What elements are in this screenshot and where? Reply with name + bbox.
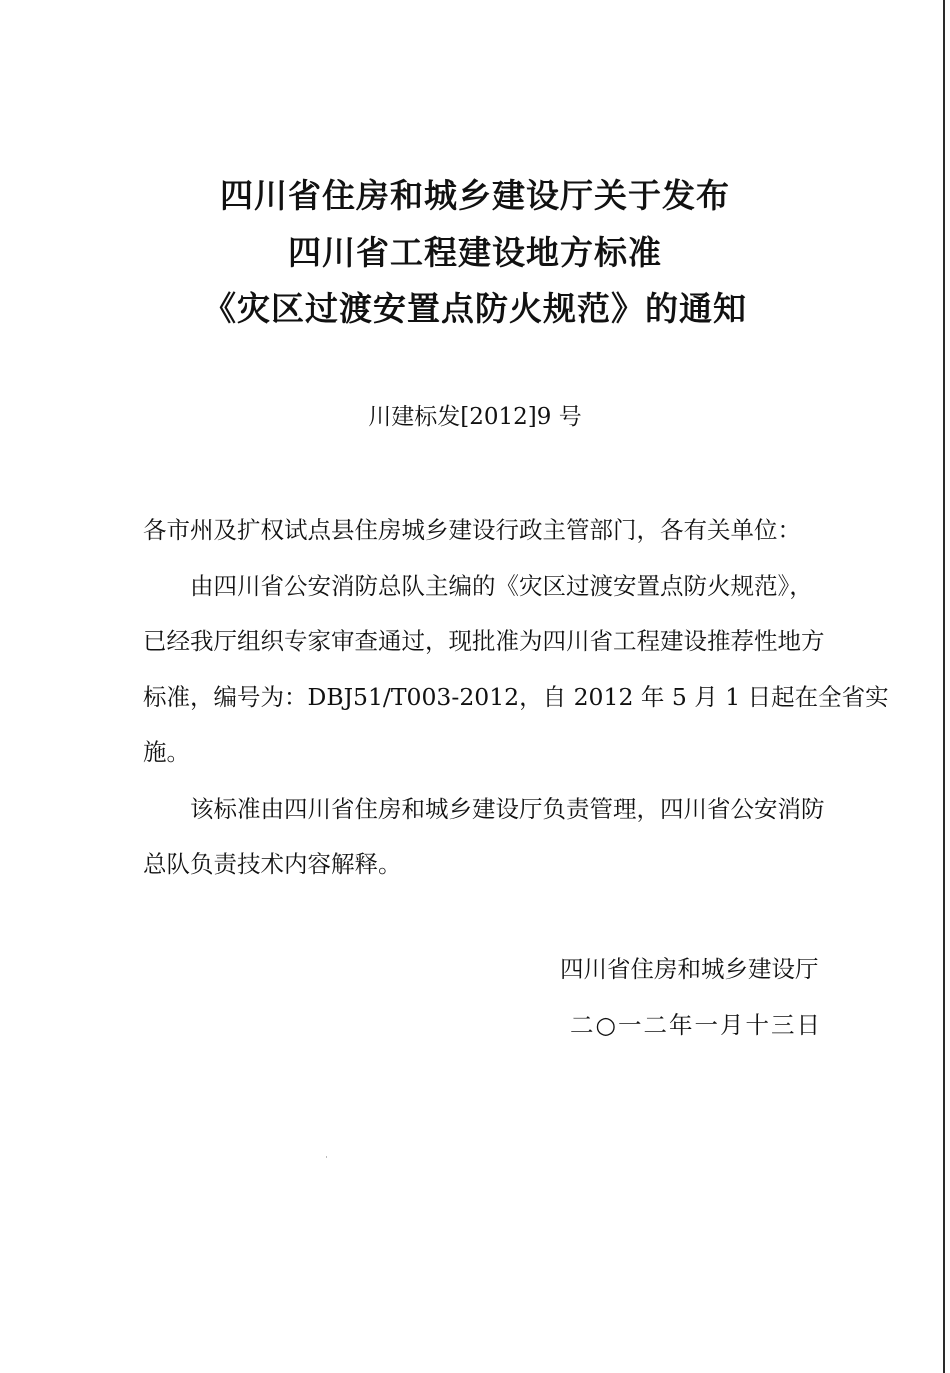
- title-line-3: 《灾区过渡安置点防火规范》的通知: [203, 289, 747, 328]
- paragraph-1-line-1: 由四川省公安消防总队主编的《灾区过渡安置点防火规范》，: [190, 572, 813, 600]
- paragraph-2-line-1: 该标准由四川省住房和城乡建设厅负责管理，四川省公安消防: [190, 795, 825, 823]
- title-line-2: 四川省工程建设地方标准: [288, 233, 662, 272]
- paragraph-2-line-2: 总队负责技术内容解释。: [143, 850, 402, 878]
- paragraph-1-line-4: 施。: [143, 738, 190, 766]
- issuer-signature: 四川省住房和城乡建设厅: [560, 955, 819, 983]
- paragraph-1-line-2: 已经我厅组织专家审查通过，现批准为四川省工程建设推荐性地方: [143, 627, 825, 655]
- scan-speck: [326, 1156, 327, 1158]
- title-line-1: 四川省住房和城乡建设厅关于发布: [220, 176, 730, 215]
- issue-date: 二○一二年一月十三日: [570, 1011, 823, 1039]
- document-number: 川建标发[2012]9 号: [368, 404, 582, 430]
- greeting: 各市州及扩权试点县住房城乡建设行政主管部门，各有关单位：: [143, 516, 801, 544]
- paragraph-1-line-3: 标准，编号为：DBJ51/T003-2012，自 2012 年 5 月 1 日起在全省实: [143, 683, 889, 711]
